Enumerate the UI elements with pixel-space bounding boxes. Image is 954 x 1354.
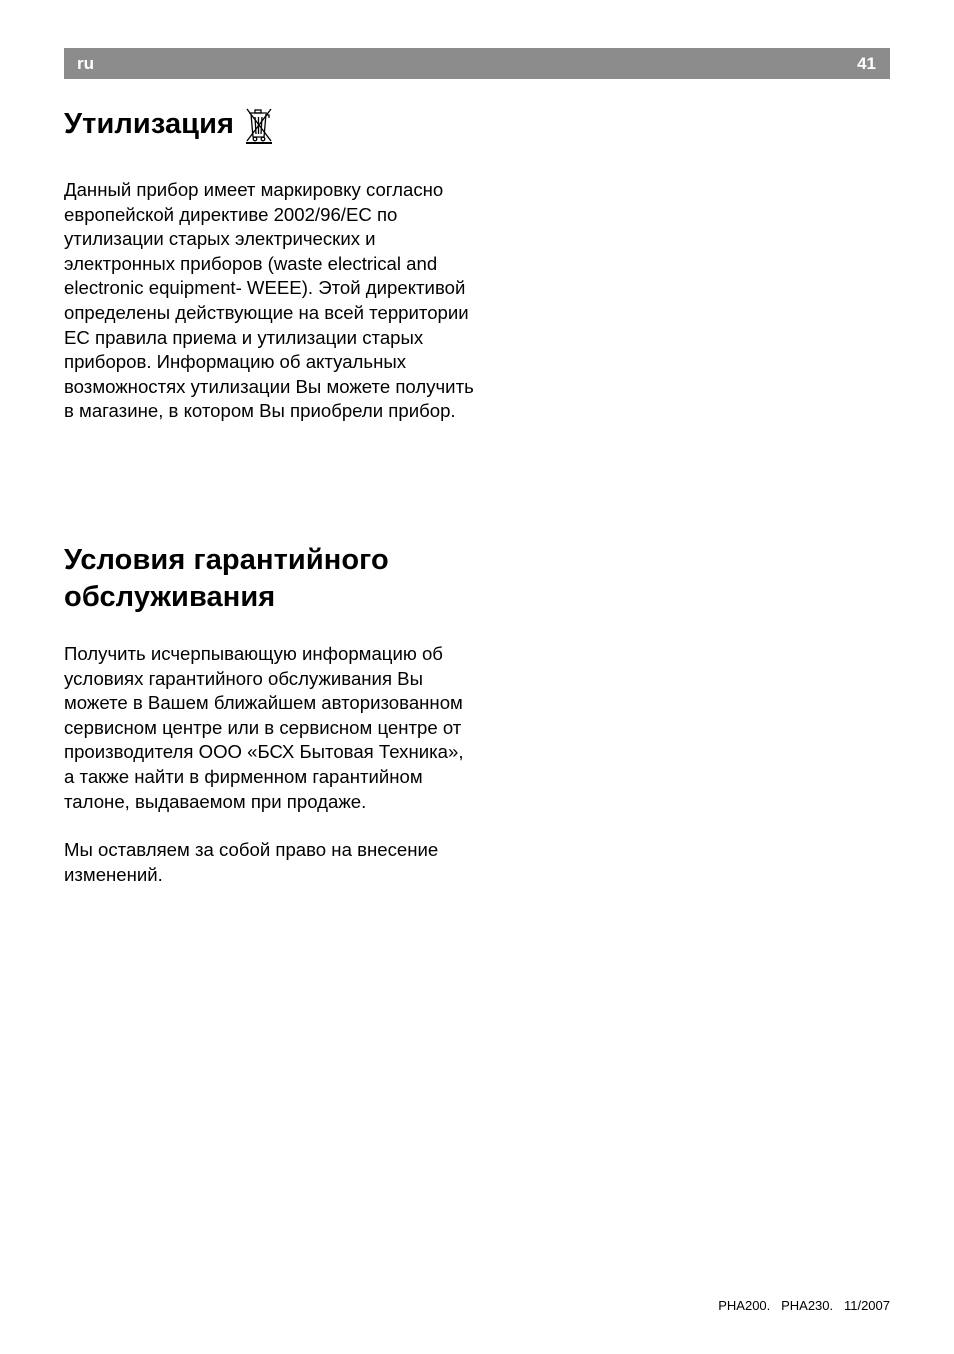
changes-note: Мы оставляем за собой право на внесение изменений. [64,839,439,885]
warranty-text: Получить исчерпывающую информацию об условиях гарантийного обслуживания Вы можете в Вашем ближайшем авторизованном сервисном центре или в сервисном центре от производителя ООО «БСХ Бытовая Техника», а также найти в фирменном гарантийном талоне, выдаваемом при продаже. [64,643,464,812]
disposal-text: Данный прибор имеет маркировку согласно европейской директиве 2002/96/EC по утилизации старых электрических и электронных приборов (waste electrical and electronic equipment- WEEE). Этой директивой определены действующие на всей территории ЕС правила приема и утилизации старых приборов. Информацию об актуальных возможностях утилизации Вы можете получить в магазине, в котором Вы приобрели прибор. [64,179,474,422]
language-code: ru [77,54,94,73]
footer-model-date: PHA200. PHA230. 11/2007 [718,1298,890,1313]
page-header-bar [64,48,890,79]
crossed-out-wheelie-bin-icon [244,104,274,144]
disposal-section [64,104,474,424]
page-number: 41 [857,54,876,73]
disposal-title: Утилизация [64,107,235,140]
disposal-title-row [64,104,474,144]
warranty-title: Условия гарантийного обслуживания [64,544,389,613]
warranty-section [64,542,474,887]
